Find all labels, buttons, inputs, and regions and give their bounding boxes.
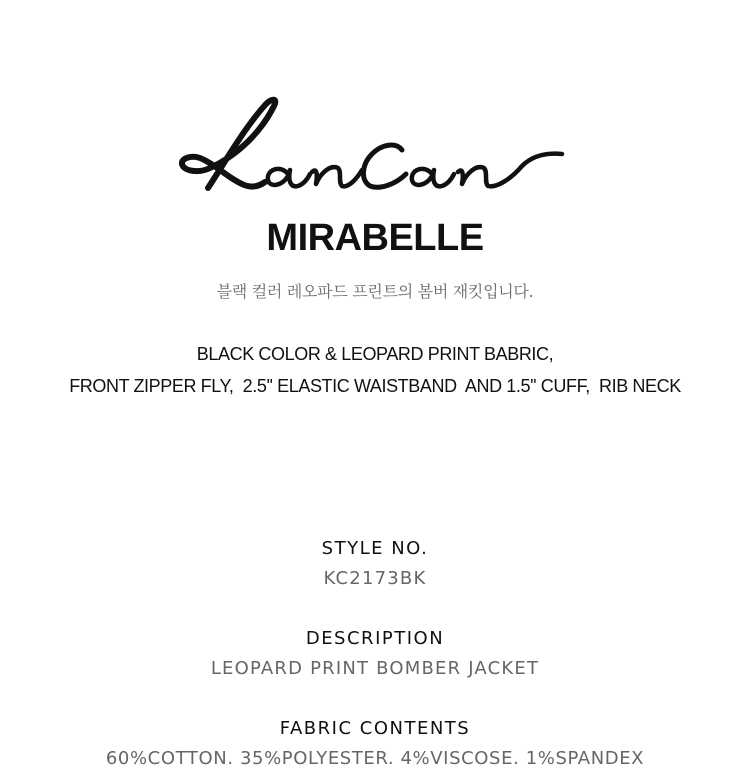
description-value: LEOPARD PRINT BOMBER JACKET: [210, 658, 540, 679]
style-no-value: KC2173BK: [323, 568, 427, 589]
korean-description: 블랙 컬러 레오파드 프린트의 봄버 재킷입니다.: [216, 282, 534, 301]
english-description-line-2: FRONT ZIPPER FLY, 2.5'' ELASTIC WAISTBAND AND 1.5'' CUFF, RIB NECK: [69, 376, 681, 396]
style-no-label: STYLE NO.: [321, 538, 429, 559]
description-label: DESCRIPTION: [305, 628, 445, 649]
brand-logo: [170, 92, 580, 202]
fabric-contents-value: 60%COTTON. 35%POLYESTER. 4%VISCOSE. 1%SPANDEX: [105, 748, 645, 769]
product-name: MIRABELLE: [266, 217, 484, 259]
english-description-line-1: BLACK COLOR & LEOPARD PRINT BABRIC,: [196, 344, 554, 364]
fabric-contents-label: FABRIC CONTENTS: [279, 718, 471, 739]
